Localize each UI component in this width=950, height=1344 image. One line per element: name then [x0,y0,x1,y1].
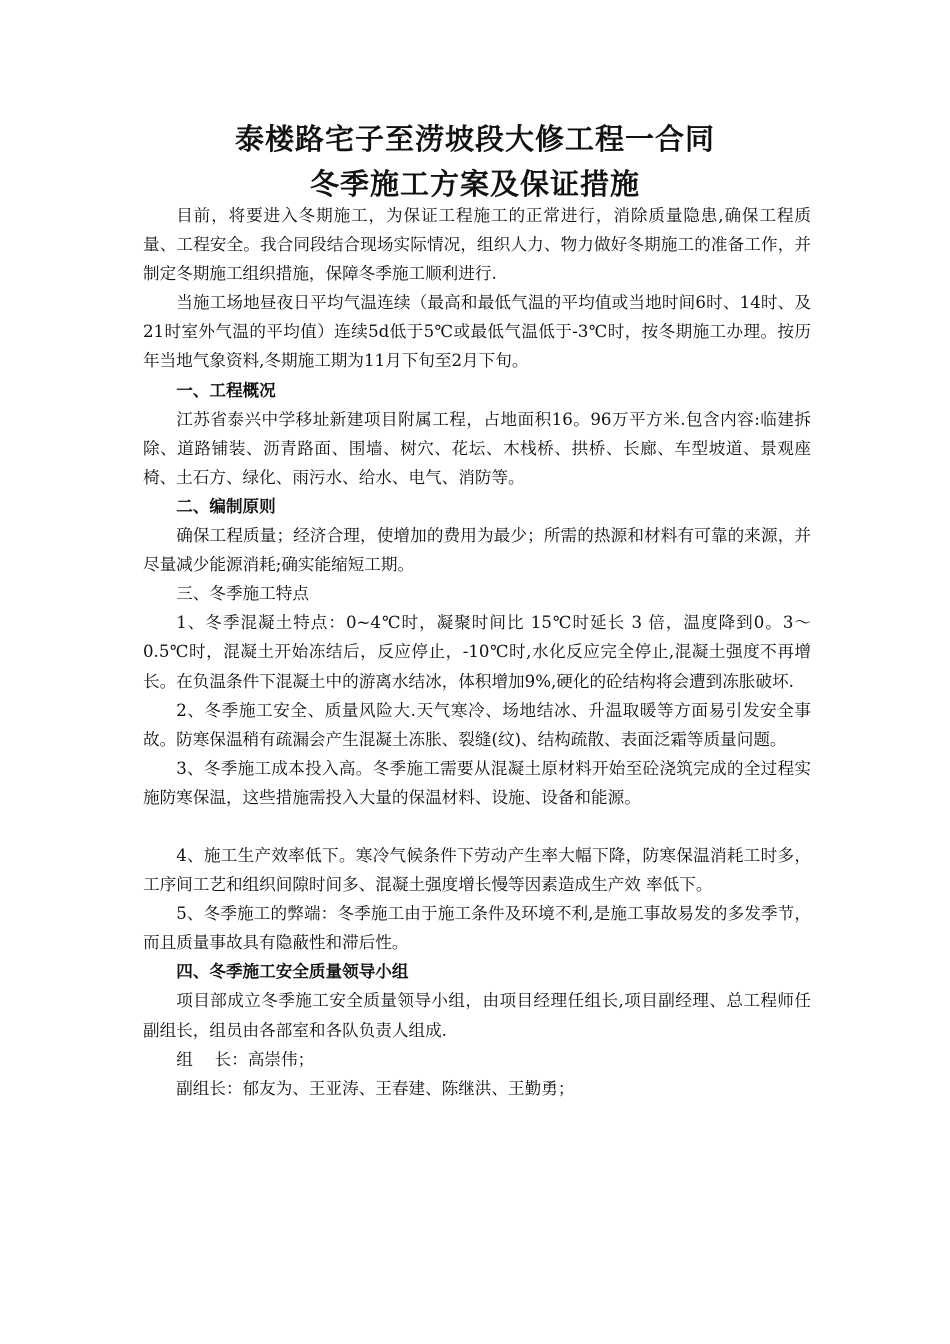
document-subtitle: 冬季施工方案及保证措施 [309,167,640,201]
document-title: 泰楼路宅子至涝坡段大修工程一合同 [234,122,715,156]
document-body [143,201,811,1103]
section-heading-features: 三、冬季施工特点 [176,584,309,604]
paragraph-deputy-leaders: 副组长：郁友为、王亚涛、王春建、陈继洪、王勤勇； [176,1078,575,1098]
paragraph-feature-5: 5、冬季施工的弊端：冬季施工由于施工条件及环境不利,是施工事故易发的多发季节，而且质量事故具有隐蔽性和滞后性。 [143,904,811,953]
section-heading-overview: 一、工程概况 [176,380,276,400]
section-heading-principles: 二、编制原则 [176,496,276,516]
paragraph-principles: 确保工程质量；经济合理，使增加的费用为最少；所需的热源和材料有可靠的来源，并尽量减少能源消耗;确实能缩短工期。 [143,526,811,575]
paragraph-group-leader: 组 长：高崇伟； [176,1049,315,1069]
paragraph-feature-3: 3、冬季施工成本投入高。冬季施工需要从混凝土原材料开始至砼浇筑完成的全过程实施防寒保温，这些措施需投入大量的保温材料、设施、设备和能源。 [143,758,811,807]
section-heading-leadership-group: 四、冬季施工安全质量领导小组 [176,962,409,982]
paragraph-intro: 目前，将要进入冬期施工，为保证工程施工的正常进行，消除质量隐患,确保工程质量、工程安全。我合同段结合现场实际情况，组织人力、物力做好冬期施工的准备工作，并制定冬期施工组织措施，保障冬季施工顺利进行. [143,206,811,284]
paragraph-feature-2: 2、冬季施工安全、质量风险大.天气寒冷、场地结冰、升温取暖等方面易引发安全事故。防寒保温稍有疏漏会产生混凝土冻胀、裂缝(纹)、结构疏散、表面泛霜等质量问题。 [143,700,811,749]
paragraph-feature-1: 1、冬季混凝土特点：0~4℃时，凝聚时间比 15℃时延长 3 倍，温度降到0。3～ 0.5℃时，混凝土开始冻结后，反应停止，-10℃时,水化反应完全停止,混凝土强度不再增长。在负温条件下混凝土中的游离水结冰，体积增加9%,硬化的砼结构将会遭到冻胀破坏. [143,613,811,691]
paragraph-feature-4: 4、施工生产效率低下。寒冷气候条件下劳动产生率大幅下降，防寒保温消耗工时多，工序间工艺和组织间隙时间多、混凝土强度增长慢等因素造成生产效 率低下。 [143,845,811,895]
paragraph-temperature-condition: 当施工场地昼夜日平均气温连续（最高和最低气温的平均值或当地时间6时、14时、及21时室外气温的平均值）连续5d低于5℃或最低气温低于-3℃时，按冬期施工办理。按历年当地气象资料,冬期施工期为11月下旬至2月下旬。 [143,293,811,371]
paragraph-leadership-group: 项目部成立冬季施工安全质量领导小组，由项目经理任组长,项目副经理、总工程师任副组长，组员由各部室和各队负责人组成. [143,991,811,1040]
paragraph-overview: 江苏省泰兴中学移址新建项目附属工程，占地面积16。96万平方米.包含内容:临建拆除、道路铺装、沥青路面、围墙、树穴、花坛、木栈桥、拱桥、长廊、车型坡道、景观座椅、土石方、绿化、雨污水、给水、电气、消防等。 [143,409,811,487]
